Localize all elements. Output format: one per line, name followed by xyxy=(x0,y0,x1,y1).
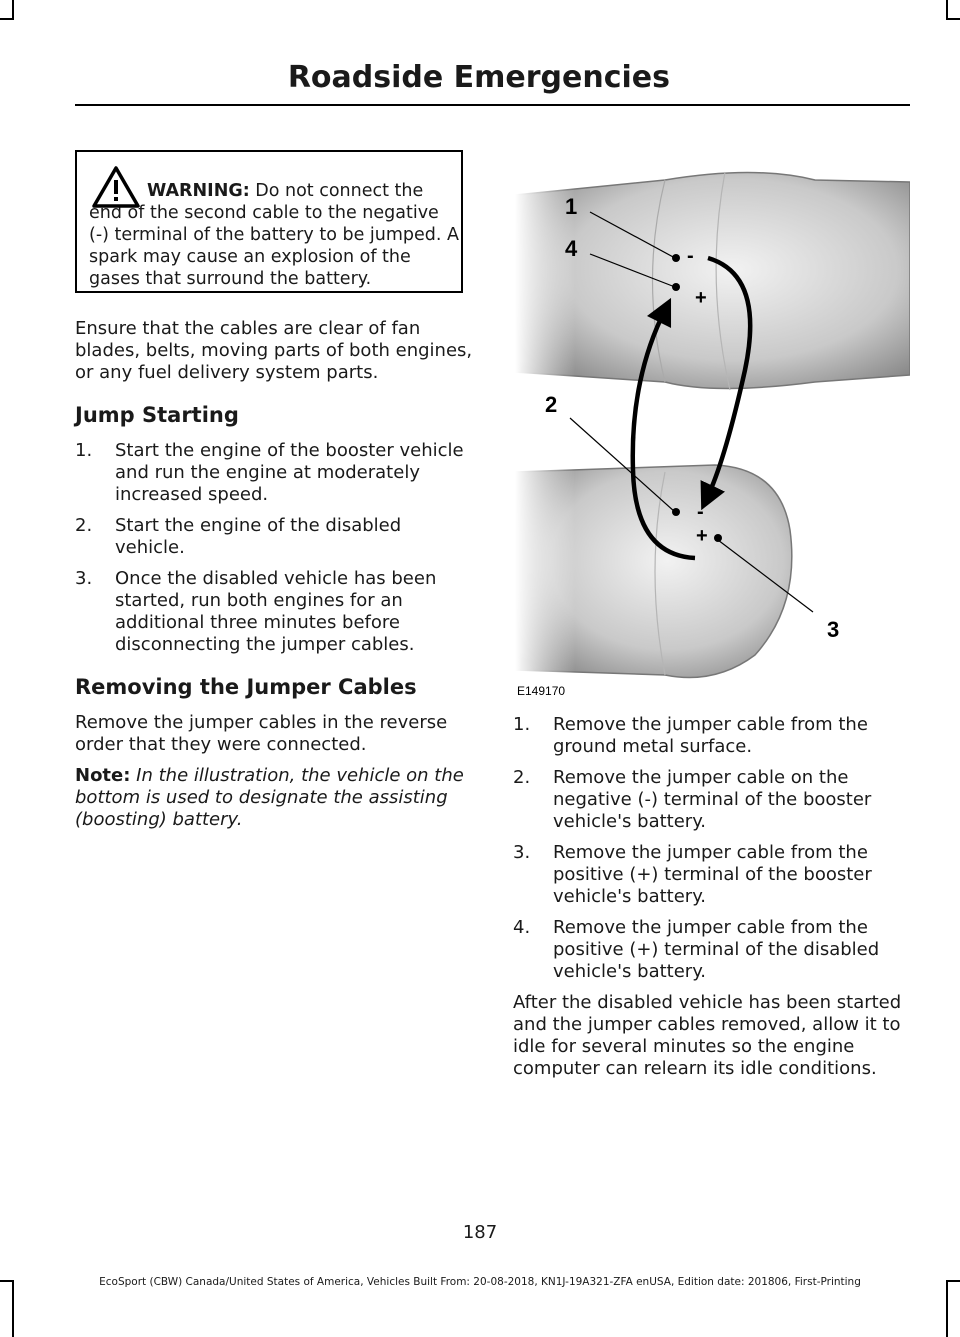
right-column xyxy=(513,714,913,1080)
jump-starting-heading: Jump Starting xyxy=(75,403,239,427)
list-item: 3. Remove the jumper cable from the positive (+) terminal of the booster vehicle's battery. xyxy=(513,842,872,907)
callout-number: 1 xyxy=(565,194,578,219)
left-column xyxy=(75,318,475,831)
terminal-sign: + xyxy=(695,287,707,309)
list-item: 4. Remove the jumper cable from the positive (+) terminal of the disabled vehicle's battery. xyxy=(513,917,880,982)
note-paragraph xyxy=(75,765,475,831)
crop-mark-top-right xyxy=(946,18,960,20)
warning-text: Do not connect the end of the second cable to the negative (-) terminal of the battery to be jumped. A spark may cause an explosion of the gases that surround the battery. xyxy=(89,181,459,289)
callout-number: 3 xyxy=(827,617,840,642)
terminal-sign: - xyxy=(687,245,694,267)
crop-mark-top-left xyxy=(0,18,14,20)
list-item: 1. Start the engine of the booster vehicle and run the engine at moderately increased speed. xyxy=(75,440,464,505)
crop-mark-top-left xyxy=(12,0,14,18)
list-item: 2. Start the engine of the disabled vehicle. xyxy=(75,515,402,558)
remove-intro-paragraph: Remove the jumper cables in the reverse order that they were connected. xyxy=(75,712,448,755)
note-text: In the illustration, the vehicle on the bottom is used to designate the assisting (boosting) battery. xyxy=(75,765,464,830)
callout-number: 4 xyxy=(565,236,578,261)
header-divider xyxy=(75,104,910,106)
terminal-sign: + xyxy=(696,525,708,547)
intro-paragraph: Ensure that the cables are clear of fan blades, belts, moving parts of both engines, or any fuel delivery system parts. xyxy=(75,318,473,383)
list-item: 2. Remove the jumper cable on the negative (-) terminal of the booster vehicle's battery. xyxy=(513,767,872,832)
outro-paragraph: After the disabled vehicle has been started and the jumper cables removed, allow it to idle for several minutes so the engine computer can relearn its idle conditions. xyxy=(513,992,902,1079)
crop-mark-bottom-left xyxy=(12,1280,14,1337)
warning-triangle-icon xyxy=(91,165,141,209)
removing-cables-heading: Removing the Jumper Cables xyxy=(75,675,417,699)
warning-label: WARNING: xyxy=(147,181,250,201)
callout-number: 2 xyxy=(545,392,558,417)
terminal-sign: - xyxy=(697,501,704,523)
footer-note: EcoSport (CBW) Canada/United States of America, Vehicles Built From: 20-08-2018, KN1J-19A321-ZFA enUSA, Edition date: 201806, First-Printing xyxy=(99,1276,861,1288)
jumper-cable-diagram xyxy=(515,150,910,700)
page-title: Roadside Emergencies xyxy=(287,60,670,95)
list-item: 1. Remove the jumper cable from the ground metal surface. xyxy=(513,714,868,757)
crop-mark-top-right xyxy=(946,0,948,18)
warning-box xyxy=(75,150,463,293)
note-label: Note: xyxy=(75,765,131,786)
page-number: 187 xyxy=(462,1222,498,1243)
crop-mark-bottom-right xyxy=(946,1280,948,1337)
figure-code: E149170 xyxy=(517,684,566,698)
list-item: 3. Once the disabled vehicle has been started, run both engines for an additional three minutes before disconnecting the jumper cables. xyxy=(75,568,437,655)
